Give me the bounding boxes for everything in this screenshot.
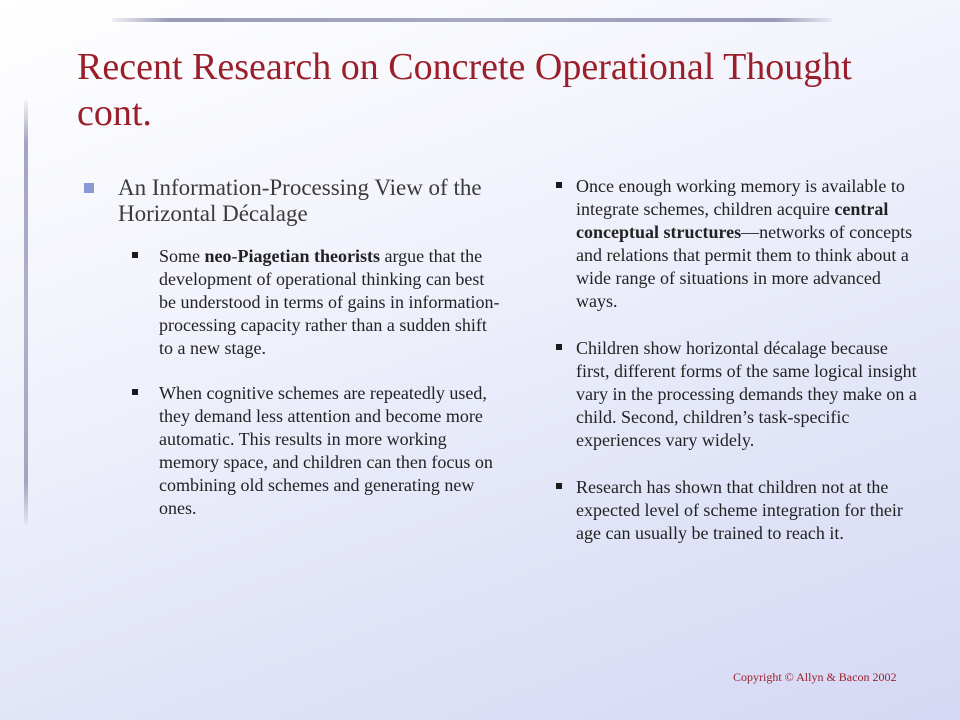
left-column: [84, 175, 504, 542]
sub-bullet-text: Research has shown that children not at the expected level of scheme integration for their age can usually be trained to reach it.: [576, 477, 903, 543]
square-bullet-icon: [132, 252, 138, 258]
sub-bullet-item: [556, 175, 921, 313]
sub-bullet-item: [132, 382, 504, 520]
sub-bullet-item: [556, 476, 921, 545]
top-decorative-rule: [112, 18, 832, 22]
left-sub-list: [132, 245, 504, 520]
sub-bullet-text: Children show horizontal décalage because first, different forms of the same logical insight vary in the processing demands they make on a child. Second, children’s task-specific experiences vary widely.: [576, 338, 917, 450]
sub-bullet-item: [556, 337, 921, 452]
square-bullet-icon: [556, 182, 562, 188]
square-bullet-icon: [84, 183, 94, 193]
copyright-notice: Copyright © Allyn & Bacon 2002: [733, 670, 897, 684]
main-bullet-item: [84, 175, 504, 227]
slide-title: Recent Research on Concrete Operational Thought cont.: [77, 46, 852, 134]
sub-bullet-text: Once enough working memory is available to integrate schemes, children acquire central conceptual structures—networks of concepts and relations that permit them to think about a wide range of situations in more advanced ways.: [576, 176, 913, 311]
sub-bullet-item: [132, 245, 504, 360]
right-column: [556, 175, 921, 569]
square-bullet-icon: [556, 483, 562, 489]
sub-bullet-text: When cognitive schemes are repeatedly used, they demand less attention and become more automatic. This results in more working memory space, and children can then focus on combining old schemes and generating new ones.: [159, 383, 493, 518]
square-bullet-icon: [132, 389, 138, 395]
sub-bullet-text: Some neo-Piagetian theorists argue that the development of operational thinking can best be understood in terms of gains in information-processing capacity rather than a sudden shift to a new stage.: [159, 246, 500, 358]
side-decorative-rule: [24, 100, 28, 525]
square-bullet-icon: [556, 344, 562, 350]
main-bullet-heading: An Information-Processing View of the Horizontal Décalage: [118, 175, 482, 226]
